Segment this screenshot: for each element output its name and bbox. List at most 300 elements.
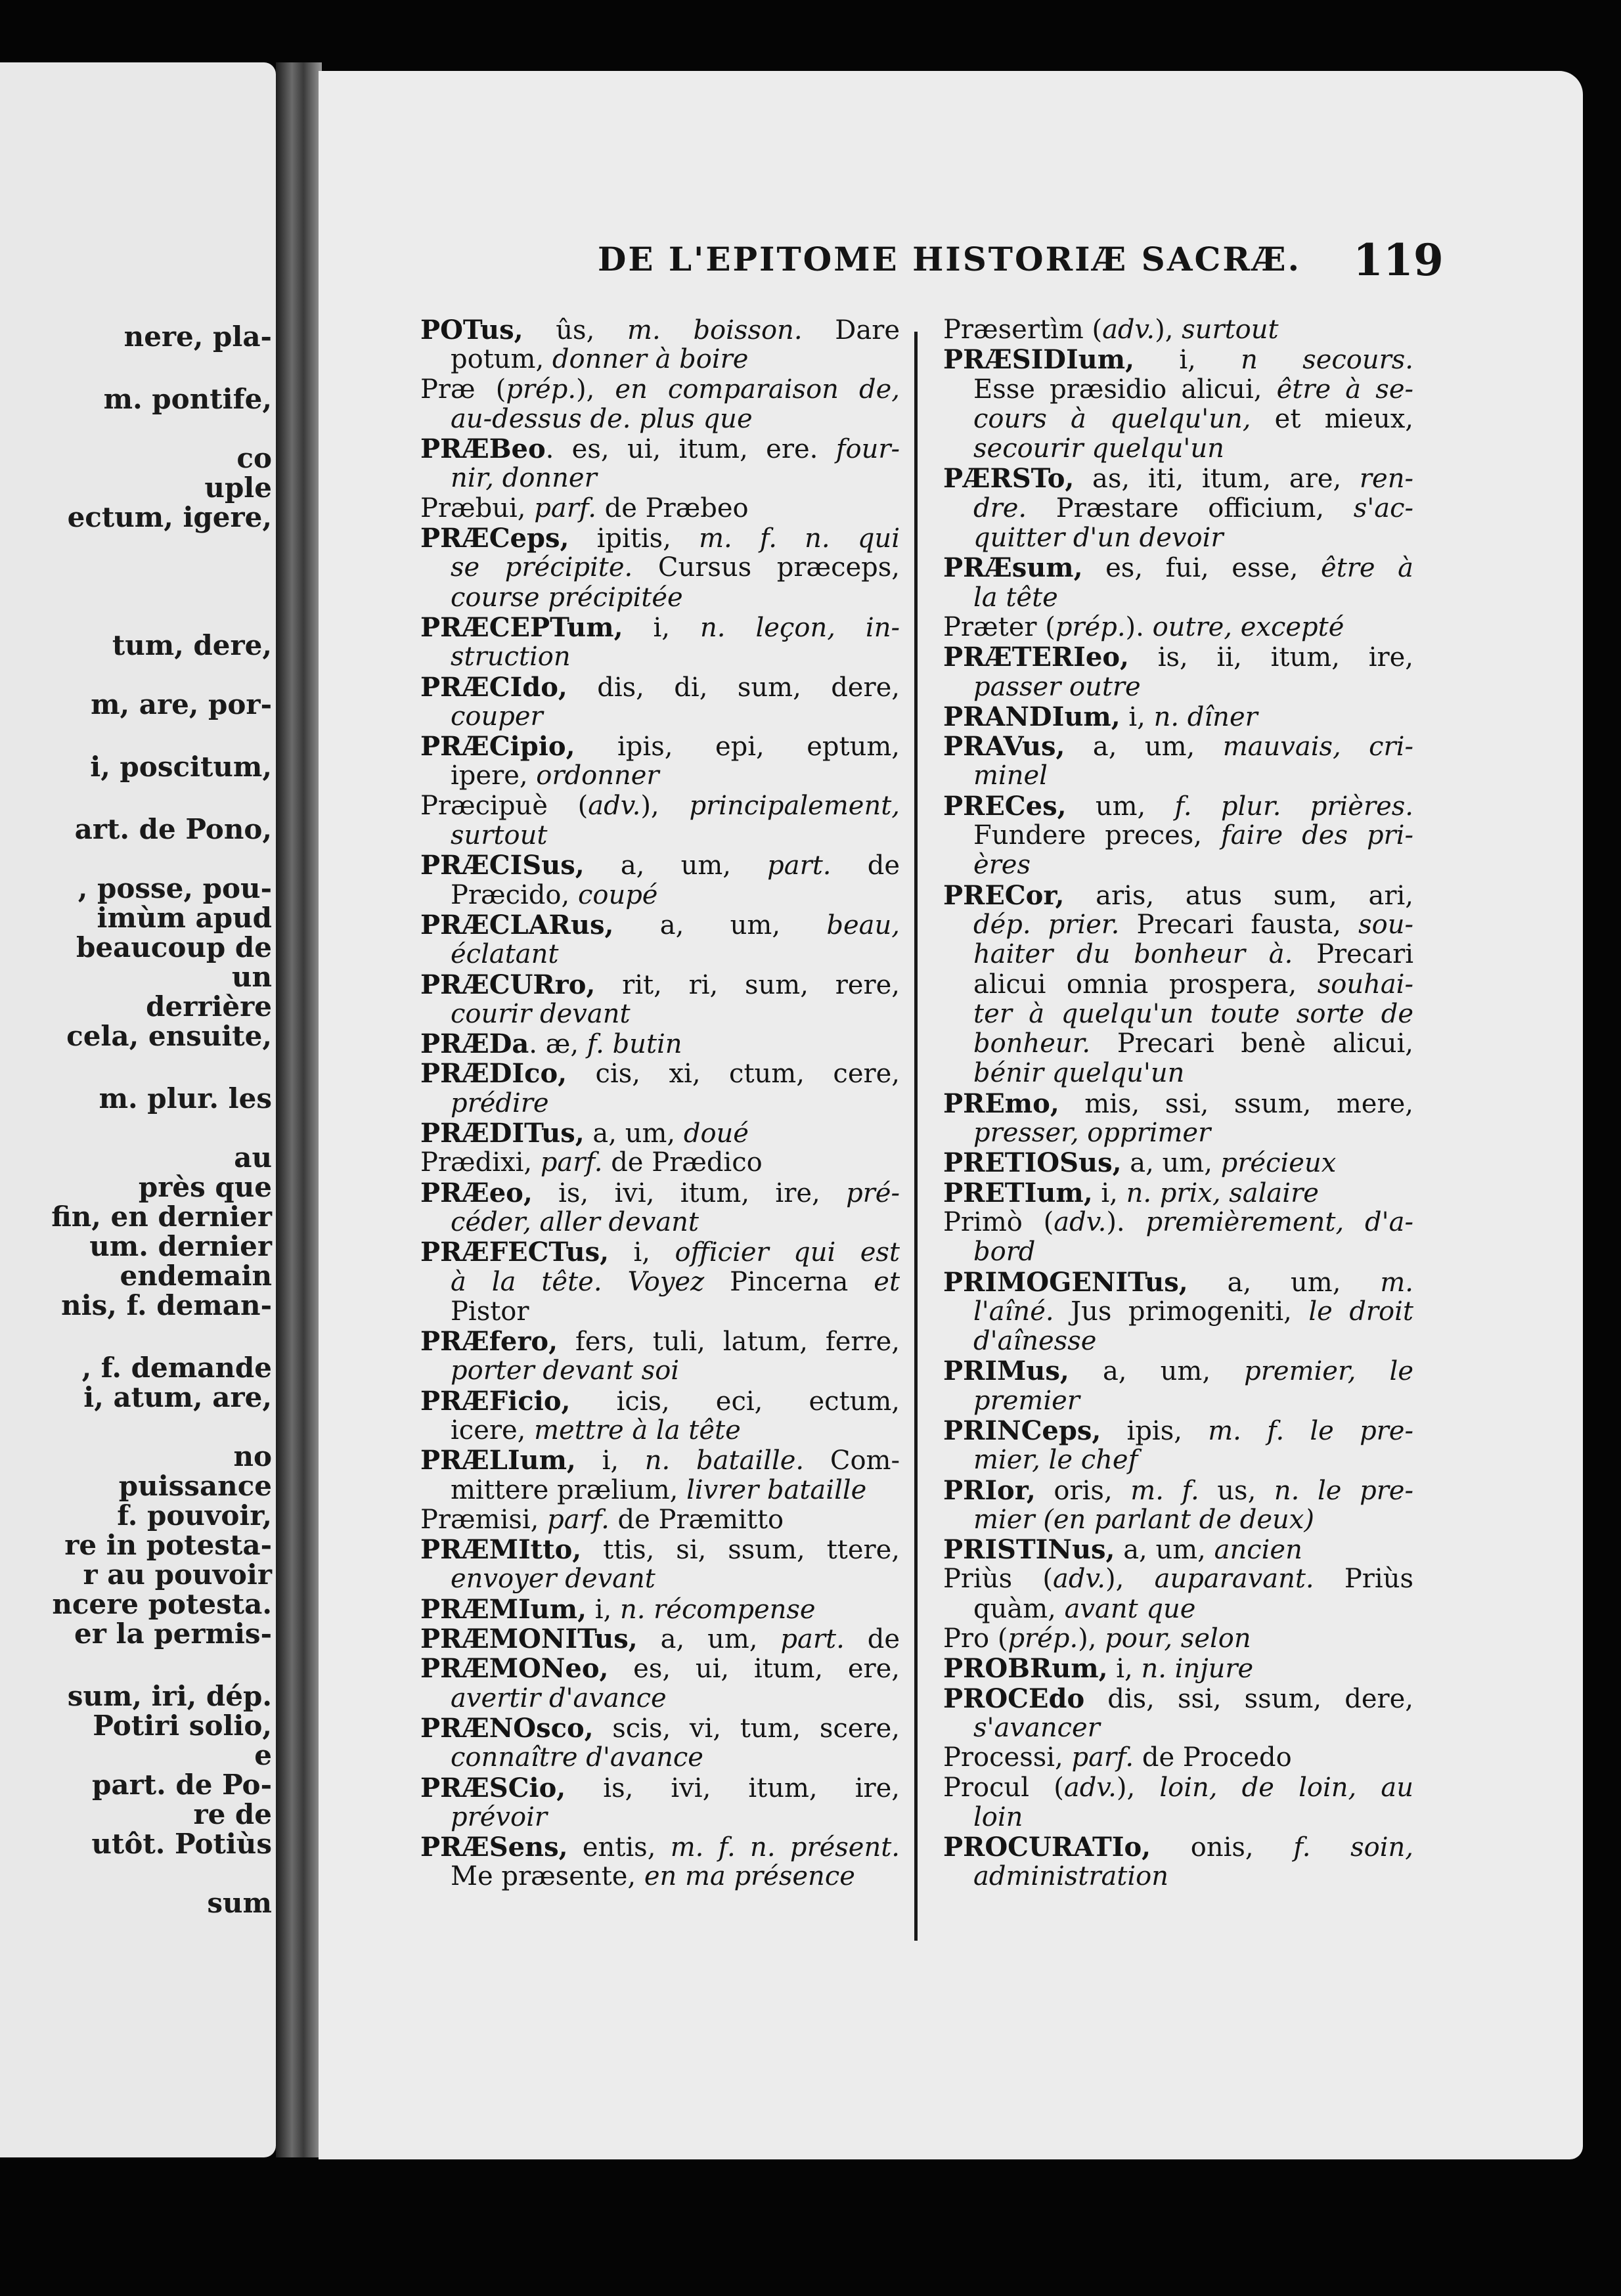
italic-gloss: quitter d'un devoir: [973, 523, 1224, 554]
headword: PRÆDIco,: [420, 1058, 567, 1090]
entry-text: . æ,: [529, 1029, 587, 1060]
italic-gloss: n. leçon, in-: [700, 612, 900, 643]
italic-gloss: avertir d'avance: [451, 1683, 667, 1713]
entry-text: ),: [576, 374, 615, 405]
facing-page-text-fragment: m, are, por-: [91, 688, 272, 720]
italic-gloss: bonheur.: [973, 1028, 1091, 1059]
dictionary-line: [420, 613, 900, 642]
dictionary-line: [420, 1089, 900, 1118]
dictionary-line: [943, 1416, 1413, 1446]
dictionary-line: [420, 940, 900, 969]
headword: PRETIum,: [943, 1177, 1093, 1208]
headword: PRISTINus,: [943, 1534, 1115, 1566]
headword: PROCURATIo,: [943, 1832, 1151, 1863]
italic-gloss: dép. prier.: [973, 909, 1120, 940]
headword: PRÆSens,: [420, 1832, 568, 1863]
italic-gloss: n secours.: [1241, 345, 1413, 376]
dictionary-line: [943, 791, 1413, 821]
entry-text: a, um,: [584, 850, 768, 881]
italic-gloss: mier (en parlant de deux): [973, 1504, 1314, 1535]
dictionary-line: [420, 1505, 900, 1535]
entry-text: a, um,: [613, 910, 827, 940]
entry-text: aris, atus sum, ari,: [1064, 880, 1413, 911]
facing-page-text-fragment: ncere potesta.: [52, 1588, 272, 1620]
dictionary-line: [420, 1118, 900, 1148]
dictionary-line: [943, 1505, 1413, 1535]
italic-gloss: livrer bataille: [686, 1474, 867, 1505]
entry-text: ),: [640, 790, 690, 821]
italic-gloss: nir, donner: [451, 463, 597, 494]
headword: PROBRum,: [943, 1653, 1108, 1685]
headword: PRÆSCio,: [420, 1772, 566, 1803]
entry-text: i,: [575, 1446, 645, 1476]
italic-gloss: pré-: [846, 1178, 900, 1208]
facing-page-text-fragment: art. de Pono,: [74, 813, 272, 845]
entry-text: Prædixi,: [420, 1147, 541, 1178]
italic-gloss: dre.: [973, 493, 1027, 523]
italic-gloss: n. le pre-: [1274, 1475, 1413, 1506]
dictionary-line: [420, 910, 900, 940]
entry-text: Præ (: [420, 374, 506, 405]
dictionary-line: [420, 1416, 900, 1446]
entry-text: a, um,: [584, 1118, 684, 1149]
entry-text: i,: [1120, 701, 1154, 732]
dictionary-line: [420, 375, 900, 405]
italic-gloss: prép.: [1055, 611, 1126, 642]
dictionary-line: [943, 315, 1413, 345]
dictionary-line: [943, 1803, 1413, 1832]
dictionary-line: [943, 613, 1413, 642]
dictionary-line: [943, 1297, 1413, 1327]
facing-page-text-fragment: beaucoup de: [76, 931, 272, 963]
entry-text: de Procedo: [1134, 1742, 1292, 1773]
italic-gloss: part.: [780, 1624, 845, 1655]
dictionary-line: [420, 970, 900, 1000]
headword: PRÆCURro,: [420, 969, 596, 1000]
dictionary-line: [943, 732, 1413, 761]
italic-gloss: officier qui est: [675, 1237, 900, 1268]
entry-text: Pincerna: [704, 1266, 874, 1297]
italic-gloss: surtout: [1182, 315, 1279, 345]
italic-gloss: donner à boire: [552, 344, 749, 375]
italic-gloss: premièrement, d'a-: [1145, 1206, 1413, 1237]
facing-page-text-fragment: tum, dere,: [112, 629, 272, 661]
italic-gloss: et: [874, 1266, 900, 1297]
entry-text: i,: [587, 1594, 620, 1625]
headword: PRÆMONITus,: [420, 1623, 638, 1655]
dictionary-line: [420, 523, 900, 553]
entry-text: us,: [1199, 1475, 1274, 1506]
dictionary-line: [420, 1029, 900, 1059]
dictionary-line: [943, 434, 1413, 464]
italic-gloss: d'aînesse: [973, 1326, 1097, 1357]
dictionary-line: [420, 494, 900, 523]
italic-gloss: premier, le: [1244, 1356, 1413, 1387]
italic-gloss: m. f. le pre-: [1208, 1415, 1413, 1446]
dictionary-line: [420, 1297, 900, 1327]
entry-text: alicui omnia prospera,: [973, 969, 1318, 1000]
headword: PRIor,: [943, 1474, 1036, 1506]
dictionary-line: [420, 1327, 900, 1356]
dictionary-line: [420, 881, 900, 910]
headword: PROCEdo: [943, 1683, 1085, 1714]
dictionary-line: [943, 970, 1413, 1000]
dictionary-line: [943, 1535, 1413, 1564]
dictionary-line: [420, 1535, 900, 1564]
facing-page-text-fragment: sum, iri, dép.: [67, 1680, 272, 1712]
headword: PRIMOGENITus,: [943, 1266, 1188, 1298]
italic-gloss: loin: [973, 1801, 1023, 1832]
italic-gloss: couper: [451, 701, 543, 732]
headword: PRETIOSus,: [943, 1147, 1122, 1179]
entry-text: Præcipuè (: [420, 790, 588, 821]
dictionary-line: [943, 1237, 1413, 1267]
italic-gloss: bord: [973, 1237, 1036, 1268]
dictionary-line: [943, 761, 1413, 791]
italic-gloss: à la tête.: [451, 1266, 602, 1297]
italic-gloss: course précipitée: [451, 582, 683, 613]
dictionary-column-right: [943, 315, 1413, 1892]
dictionary-line: [420, 583, 900, 613]
facing-page-text-fragment: nis, f. deman-: [61, 1289, 272, 1321]
dictionary-line: [943, 583, 1413, 613]
entry-text: Priùs (: [943, 1564, 1053, 1595]
entry-text: i,: [1092, 1178, 1126, 1208]
dictionary-line: [943, 1208, 1413, 1237]
italic-gloss: en comparaison de,: [615, 374, 900, 405]
italic-gloss: m.: [1380, 1267, 1413, 1298]
entry-text: ipere,: [451, 761, 537, 791]
entry-text: icis, eci, ectum,: [570, 1386, 900, 1417]
running-head: DE L'EPITOME HISTORIÆ SACRÆ.: [598, 240, 1301, 278]
entry-text: Primò (: [943, 1206, 1054, 1237]
dictionary-line: [943, 1684, 1413, 1713]
dictionary-line: [420, 553, 900, 583]
dictionary-line: [420, 1476, 900, 1505]
facing-page-text-fragment: um. dernier: [89, 1230, 272, 1262]
headword: PRÆDa: [420, 1028, 529, 1060]
entry-text: [602, 1267, 628, 1297]
entry-text: Pistor: [451, 1296, 529, 1327]
dictionary-line: [943, 405, 1413, 434]
page-number: 119: [1353, 234, 1444, 286]
dictionary-line: [943, 1059, 1413, 1088]
facing-page-text-fragment: m. plur. les: [99, 1082, 272, 1115]
italic-gloss: m. f. n. présent.: [670, 1832, 900, 1863]
entry-text: Priùs: [1314, 1564, 1413, 1595]
facing-page-text-fragment: imùm apud: [97, 902, 272, 934]
facing-page-text-fragment: i, poscitum,: [90, 751, 272, 783]
facing-page-text-fragment: derrière: [146, 990, 272, 1023]
dictionary-line: [420, 761, 900, 791]
dictionary-line: [420, 702, 900, 732]
italic-gloss: porter devant soi: [451, 1356, 680, 1386]
facing-page-text-fragment: un: [231, 961, 272, 993]
dictionary-line: [943, 1089, 1413, 1118]
headword: PRECor,: [943, 879, 1065, 911]
italic-gloss: se précipite.: [451, 552, 633, 583]
italic-gloss: loin, de loin, au: [1159, 1772, 1413, 1803]
entry-text: Cursus præceps,: [633, 552, 900, 583]
dictionary-line: [420, 1862, 900, 1891]
dictionary-line: [420, 405, 900, 434]
dictionary-line: [420, 850, 900, 880]
dictionary-line: [943, 881, 1413, 910]
facing-page-text-fragment: re in potesta-: [64, 1529, 272, 1561]
dictionary-line: [943, 1029, 1413, 1059]
italic-gloss: presser, opprimer: [973, 1118, 1211, 1149]
dictionary-line: [943, 375, 1413, 405]
entry-text: ûs,: [523, 315, 628, 345]
entry-text: as, iti, itum, are,: [1074, 464, 1360, 495]
italic-gloss: n. récompense: [619, 1594, 816, 1625]
italic-gloss: ordonner: [536, 761, 659, 791]
entry-text: is, ii, itum, ire,: [1128, 642, 1413, 673]
italic-gloss: parf.: [540, 1147, 603, 1178]
entry-text: Jus primogeniti,: [1054, 1296, 1309, 1327]
dictionary-line: [420, 1803, 900, 1832]
entry-text: fers, tuli, latum, ferre,: [558, 1327, 900, 1358]
headword: PRECes,: [943, 790, 1067, 822]
dictionary-line: [943, 345, 1413, 374]
entry-text: et mieux,: [1251, 403, 1413, 434]
italic-gloss: l'aîné.: [973, 1296, 1054, 1327]
italic-gloss: m. f.: [1130, 1475, 1199, 1506]
entry-text: Com-: [804, 1446, 900, 1476]
headword: PRINCeps,: [943, 1415, 1101, 1446]
italic-gloss: premier: [973, 1385, 1080, 1416]
facing-page-text-fragment: utôt. Potiùs: [91, 1828, 272, 1860]
entry-text: ),: [1155, 315, 1182, 345]
facing-page-text-fragment: cela, ensuite,: [66, 1020, 272, 1052]
facing-page-text-fragment: Potiri solio,: [93, 1710, 272, 1742]
italic-gloss: mier, le chef: [973, 1445, 1138, 1476]
dictionary-line: [420, 1832, 900, 1862]
italic-gloss: f. butin: [587, 1029, 682, 1060]
headword: PRIMus,: [943, 1356, 1069, 1387]
entry-text: quàm,: [973, 1593, 1065, 1624]
italic-gloss: prédire: [451, 1088, 549, 1118]
entry-text: oris,: [1035, 1475, 1131, 1506]
italic-gloss: courir devant: [451, 998, 631, 1029]
dictionary-line: [943, 1178, 1413, 1208]
italic-gloss: le droit: [1308, 1296, 1413, 1327]
dictionary-line: [420, 315, 900, 345]
facing-page-text-fragment: , f. demande: [81, 1352, 272, 1384]
entry-text: Præsertìm (: [943, 315, 1103, 345]
dictionary-line: [943, 523, 1413, 553]
facing-page-text-fragment: e: [254, 1739, 272, 1771]
italic-gloss: Voyez: [627, 1266, 705, 1297]
italic-gloss: s'ac-: [1353, 493, 1413, 523]
entry-text: i,: [609, 1237, 675, 1268]
italic-gloss: part.: [767, 850, 832, 881]
italic-gloss: haiter du bonheur à.: [973, 939, 1293, 970]
headword: PRÆCeps,: [420, 523, 569, 554]
italic-gloss: sou-: [1358, 909, 1413, 940]
dictionary-line: [420, 1743, 900, 1773]
italic-gloss: parf.: [547, 1504, 610, 1535]
entry-text: Fundere preces,: [973, 820, 1221, 851]
dictionary-line: [943, 940, 1413, 969]
facing-page-text-fragment: co: [236, 442, 272, 474]
italic-gloss: au-dessus de. plus que: [451, 403, 753, 434]
dictionary-line: [420, 1713, 900, 1743]
entry-text: Præmisi,: [420, 1504, 548, 1535]
dictionary-line: [420, 1059, 900, 1088]
dictionary-line: [420, 1595, 900, 1624]
entry-text: . es, ui, itum, ere.: [545, 434, 836, 465]
italic-gloss: mauvais, cri-: [1222, 732, 1413, 762]
dictionary-line: [943, 1713, 1413, 1743]
entry-text: ttis, si, ssum, ttere,: [581, 1535, 900, 1566]
facing-page-text-fragment: f. pouvoir,: [117, 1499, 272, 1532]
dictionary-line: [420, 1237, 900, 1267]
entry-text: entis,: [567, 1832, 671, 1863]
dictionary-line: [943, 1000, 1413, 1029]
entry-text: icere,: [451, 1415, 535, 1446]
italic-gloss: adv.: [1063, 1772, 1117, 1803]
entry-text: dis, ssi, ssum, dere,: [1084, 1683, 1413, 1714]
facing-page-text-fragment: er la permis-: [74, 1618, 272, 1650]
dictionary-line: [420, 434, 900, 464]
italic-gloss: adv.: [1054, 1206, 1107, 1237]
italic-gloss: souhai-: [1317, 969, 1413, 1000]
dictionary-line: [943, 1832, 1413, 1862]
italic-gloss: n. injure: [1141, 1654, 1254, 1685]
dictionary-line: [943, 1624, 1413, 1654]
italic-gloss: adv.: [1052, 1564, 1106, 1595]
italic-gloss: struction: [451, 642, 571, 673]
italic-gloss: m. f. n. qui: [699, 523, 900, 554]
italic-gloss: f. plur. prières.: [1174, 791, 1413, 822]
italic-gloss: f. soin,: [1293, 1832, 1414, 1863]
facing-page-text-fragment: uple: [204, 472, 272, 504]
headword: PRÆCEPTum,: [420, 611, 623, 643]
headword: PRÆBeo: [420, 433, 546, 465]
headword: PRÆTERIeo,: [943, 642, 1129, 673]
italic-gloss: cours à quelqu'un,: [973, 403, 1251, 434]
dictionary-line: [943, 1356, 1413, 1386]
dictionary-line: [943, 1118, 1413, 1148]
facing-page-text-fragment: nere, pla-: [123, 320, 272, 353]
entry-text: mittere prælium,: [451, 1474, 687, 1505]
italic-gloss: faire des pri-: [1220, 820, 1413, 851]
facing-page-text-fragment: r au pouvoir: [83, 1558, 272, 1591]
facing-page-text-fragment: m. pontife,: [103, 383, 272, 415]
italic-gloss: en ma présence: [644, 1861, 855, 1892]
facing-page-text-fragment: au: [234, 1141, 272, 1174]
entry-text: ),: [1105, 1564, 1155, 1595]
facing-page-text-fragment: près que: [138, 1171, 272, 1203]
italic-gloss: passer outre: [973, 671, 1141, 702]
entry-text: mis, ssi, ssum, mere,: [1059, 1088, 1413, 1119]
italic-gloss: n. bataille.: [644, 1446, 805, 1476]
entry-text: i,: [1134, 345, 1241, 376]
facing-page-text-fragment: ectum, igere,: [67, 501, 272, 533]
entry-text: Pro (: [943, 1623, 1008, 1654]
entry-text: de Prædico: [602, 1147, 763, 1178]
italic-gloss: prép.: [506, 374, 577, 405]
italic-gloss: bénir quelqu'un: [973, 1058, 1185, 1089]
headword: PRÆNOsco,: [420, 1712, 594, 1744]
italic-gloss: parf.: [1071, 1742, 1134, 1773]
facing-page-text-fragment: fin, en dernier: [51, 1201, 272, 1233]
dictionary-line: [420, 1000, 900, 1029]
dictionary-line: [420, 1684, 900, 1713]
italic-gloss: mettre à la tête: [534, 1415, 741, 1446]
entry-text: ),: [1078, 1623, 1105, 1654]
italic-gloss: four-: [835, 434, 900, 465]
entry-text: i,: [1107, 1654, 1142, 1685]
italic-gloss: m. boisson.: [627, 315, 803, 345]
facing-page-text-fragment: puissance: [118, 1470, 272, 1502]
dictionary-line: [420, 642, 900, 672]
italic-gloss: parf.: [534, 493, 596, 523]
facing-page-text-fragment: endemain: [120, 1260, 272, 1292]
dictionary-line: [943, 1654, 1413, 1683]
headword: PRÆCIdo,: [420, 671, 567, 703]
facing-page-text-fragment: re de: [193, 1798, 272, 1830]
headword: PRÆSIDIum,: [943, 344, 1135, 376]
headword: PRÆeo,: [420, 1177, 533, 1208]
entry-text: de Præmitto: [609, 1504, 784, 1535]
headword: PRÆMONeo,: [420, 1653, 609, 1685]
dictionary-line: [943, 1743, 1413, 1773]
dictionary-line: [943, 553, 1413, 583]
dictionary-line: [943, 910, 1413, 940]
dictionary-line: [420, 1356, 900, 1386]
facing-page-text-fragment: i, atum, are,: [83, 1381, 272, 1413]
italic-gloss: n. prix, salaire: [1126, 1178, 1319, 1208]
dictionary-line: [943, 1595, 1413, 1624]
entry-text: es, fui, esse,: [1082, 553, 1321, 584]
dictionary-line: [943, 821, 1413, 850]
dictionary-line: [943, 1564, 1413, 1594]
entry-text: Precari benè alicui,: [1090, 1028, 1413, 1059]
headword: POTus,: [420, 315, 523, 345]
dictionary-line: [943, 1148, 1413, 1178]
entry-text: a, um,: [637, 1624, 781, 1655]
dictionary-line: [420, 791, 900, 821]
dictionary-line: [420, 673, 900, 702]
italic-gloss: prép.: [1008, 1623, 1078, 1654]
dictionary-line: [943, 1476, 1413, 1505]
entry-text: Esse præsidio alicui,: [973, 374, 1277, 405]
entry-text: a, um,: [1121, 1148, 1221, 1179]
entry-text: ipis, epi, eptum,: [575, 732, 900, 762]
italic-gloss: la tête: [973, 582, 1058, 613]
dictionary-line: [943, 1773, 1413, 1803]
dictionary-line: [943, 702, 1413, 732]
dictionary-line: [943, 642, 1413, 672]
entry-text: dis, di, sum, dere,: [567, 672, 900, 703]
facing-page-text-fragment: no: [233, 1440, 272, 1472]
entry-text: de: [844, 1624, 900, 1655]
dictionary-line: [943, 673, 1413, 702]
column-divider: [914, 332, 918, 1941]
entry-text: Procul (: [943, 1772, 1064, 1803]
dictionary-column-left: [420, 315, 900, 1892]
entry-text: i,: [623, 612, 701, 643]
entry-text: um,: [1066, 791, 1175, 822]
entry-text: a, um,: [1069, 1356, 1245, 1387]
headword: PRÆCipio,: [420, 731, 575, 762]
italic-gloss: céder, aller devant: [451, 1206, 699, 1237]
headword: PRÆFECTus,: [420, 1237, 610, 1268]
italic-gloss: prévoir: [451, 1801, 547, 1832]
entry-text: is, ivi, itum, ire,: [566, 1773, 900, 1803]
